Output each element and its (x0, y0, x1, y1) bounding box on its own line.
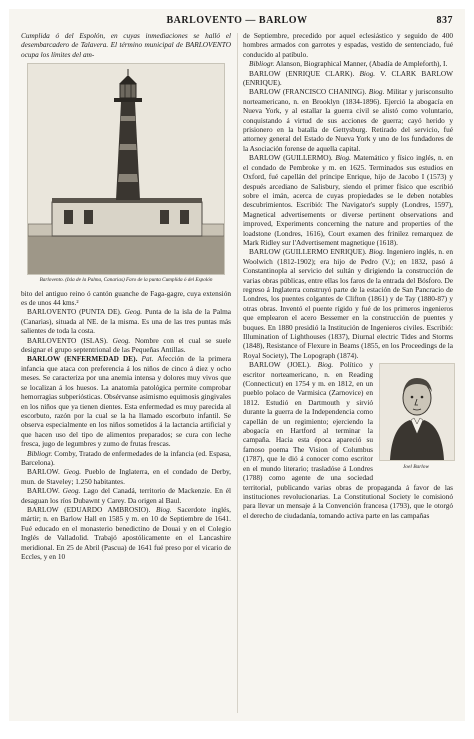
paragraph: bito del antiguo reino ó cantón guanche de Faga-gagre, cuya extensión es de unos 44 kms.² (21, 288, 231, 308)
entry-tag: Biog. (359, 68, 376, 78)
entry-tag: Geog. (62, 486, 81, 496)
entry-text: Sacerdote inglés, mártir; n. en Barlow Hall en 1585 y m. en 10 de Septiembre de 1641. Fué educado en el monasterio benedictino de Douai y en el Colegio Inglés de Valladolid. Trabajó apostólicamente en el Lancashire meridional. En 25 de Abril (Pascua) de 1641 fué preso por el vicario de Eccles, y en 10 (21, 504, 231, 561)
entry-tag: Geog. (112, 335, 131, 345)
entry-text: Comby, Tratado de enfermedades de la infancia (ed. Espasa, Barcelona). (21, 448, 231, 467)
entry-text: Afección de la primera infancia que ataca con preferencia á los niños de cinco á diez y ocho meses. Se caracteriza por una anemia intensa y dolores muy vivos que se localizan á los huesos. La anatomía patológica permite comprobar hemorragias subperiósticas. Obsérvanse asimismo equimosis gingivales en los niños que ya tienen dientes. Esta enfermedad es muy parecida al escorbuto, razón por la cual se la ha llamado escorbuto infantil. Se observa especialmente en los niños sometidos á la lactancia artificial y que hacen uso del tipo de alimentos preparados; se cura con leche fresca, jugo de legumbres y zumo de frutas frescas. (21, 354, 231, 449)
entry-bibliography (243, 59, 453, 68)
entry-heading: BARLOW (EDUARDO AMBROSIO). (27, 504, 151, 514)
entry-text: Nombre con el cual se suele designar el grupo septentrional de las Pequeñas Antillas. (21, 335, 231, 355)
entry-heading: BARLOW (FRANCISCO CHANING). (249, 87, 367, 97)
entry-tag: Pat. (141, 354, 154, 364)
entry-bibliography (21, 449, 231, 468)
portrait-figure (379, 363, 453, 472)
entry-barlow-guillermo (243, 153, 453, 247)
entry-heading: BARLOW. (27, 486, 60, 496)
entry-heading: BARLOW (GUILLERMO ENRIQUE). (249, 247, 367, 257)
page-header (21, 15, 453, 29)
entry-barlovento-punta (21, 307, 231, 335)
entry-barlow-guillermo-enrique (243, 247, 453, 360)
entry-barlow-enrique-clark (243, 69, 453, 88)
entry-text: Ingeniero inglés, n. en Woolwich (1812-1902); era hijo de Pedro (V.); en 1832, pasó á Constantinopla al servicio del sultán y dirigiendo la construcción de varias obras públicas, entre ellas los faros de la entrada del Bósforo. De regreso á Inglaterra construyó parte de la estación de San Pancracio de Londres, los puentes colgantes de Clifton (1861) y de Tay (1880-87) y otras obras. Inventó el puente rígido y fué de los primeros ingenieros que emplearon el acero Bessemer en la construcción de puentes y buques. En 1880 presidió la Institución de Ingenieros civiles. Escribió: Illumination of Lighthouses (1837), Diurnal electric Tides and Storms (1848), Resistance of Flexure in Beams (1855, en los Proceedings de la Royal Society), The Lopograph (1874). (243, 247, 454, 360)
entry-text: Matemático y físico inglés, n. en el condado de Pembroke y m. en 1625. Terminados sus estudios en Oxford, fué capellán del príncipe Enrique, hijo de Jacobo I (1573) y después arcediano de Salisbury, siendo el primer físico que escribió sobre el imán, acerca de cuyas propiedades se le deben notables descubrimientos. Escribió: The Navigator's supply (Londres, 1597), Magnetical advertisements or diverse pertinent observations and improved, Experiments concerning the nature and properties of the loadstone (Londres, 1616), Court examen des frinilez remarquez de Mark Ridley sur l'Advertisement magnetique (1618). (243, 153, 453, 247)
portrait-engraving (380, 364, 454, 460)
entry-barlow-derby (21, 467, 231, 486)
right-column (243, 31, 453, 520)
entry-heading: BARLOVENTO (PUNTA DE). (27, 307, 122, 317)
entry-tag: Biog. (156, 504, 172, 514)
running-title: BARLOVENTO — BARLOW (166, 15, 308, 26)
left-column (21, 31, 231, 561)
entry-heading: BARLOW (ENFERMEDAD DE). (27, 354, 138, 364)
lighthouse-illustration (28, 64, 224, 274)
entry-tag: Biog. (317, 360, 334, 370)
entry-tag: Biog. (335, 153, 351, 163)
entry-heading: BARLOW (GUILLERMO). (249, 153, 333, 163)
entry-barlow-lago (21, 486, 231, 505)
paragraph: de Septiembre, precedido por aquel eclesiástico y seguido de 400 hombres armados con garrotes y espadas, vestido de sentenciado, fué conducido al patíbulo. (243, 31, 453, 59)
entry-barlovento-islas (21, 336, 231, 355)
page-number: 837 (436, 15, 453, 26)
joel-barlow-portrait (379, 363, 455, 461)
entry-tag: Geog. (124, 307, 143, 317)
entry-tag: Biog. (368, 247, 385, 257)
entry-text: Pueblo de Inglaterra, en el condado de Derby, mun. de Staveley; 1.250 habitantes. (21, 467, 231, 486)
entry-barlow-enfermedad (21, 354, 231, 448)
entry-barlow-francisco (243, 87, 453, 153)
document-page (9, 9, 465, 721)
entry-tag: Biog. (368, 87, 385, 97)
column-divider (237, 33, 238, 713)
lighthouse-photo (27, 63, 225, 275)
paragraph: Cumplida ó del Espolón, en cuyas inmediaciones se halló el desembarcadero de Talavera. El término municipal de BARLOVENTO ocupa los límites del am- (21, 31, 231, 59)
entry-heading: BARLOVENTO (ISLAS). (27, 335, 108, 345)
entry-heading: Bibliogr. (27, 448, 53, 458)
entry-text: Militar y jurisconsulto norteamericano, n. en Brooklyn (1834-1896). Ejerció la abogacía en Nueva York, y al estallar la guerra civil se alistó como voluntario, conquistando á virtud de sus acciones de guerra; cayó herido y prisionero en la batalla de Gettysburg. Retirado del servicio, fué attorney general del Estado de Nueva York y uno de los fundadores de la Asociación forense de aquella capital. (243, 87, 454, 153)
entry-heading: BARLOW. (27, 467, 60, 477)
entry-text: V. CLARK BARLOW (ENRIQUE). (243, 68, 453, 88)
entry-heading: Bibliogr. (249, 59, 275, 69)
entry-heading: BARLOW (JOEL). (249, 360, 311, 370)
portrait-caption: Joel Barlow (402, 464, 430, 471)
figure-caption: Barlovento. (Isla de la Palma, Canarias) Faro de la punta Cumplida ó del Espolón (39, 277, 213, 284)
entry-barlow-eduardo (21, 505, 231, 561)
entry-text: Punta de la isla de la Palma (Canarias), situada al NE. de la misma. Es una de las tres puntas más salientes de toda la costa. (21, 307, 232, 336)
entry-text: Lago del Canadá, territorio de Mackenzie. En él desaguan los ríos Dubawnt y Carey. Da origen al Baul. (21, 486, 232, 505)
entry-tag: Geog. (63, 467, 82, 477)
entry-heading: BARLOW (ENRIQUE CLARK). (249, 68, 355, 78)
entry-text: Político y escritor norteamericano, n. en Reading (Connecticut) en 1754 y m. en 1812, en un pueblo polaco de Varmisica (Zarnovice) en 1812. Estudió en Dartmouth y sirvió durante la guerra de la Independencia como capellán de un regimiento; ejerciendo la abogacía en Hartford al terminar la campaña. Hacia esta época apareció su famoso poema The Vision of Columbus (1787), que le dió á conocer como escritor en el mundo literario; trasladóse á Londres (1788) como agente de una sociedad territorial, publicando varias obras de propaganda á favor de las instituciones revolucionarias. La Constitutional Society le comisionó para llevar un mensaje á la Convención francesa (1793), que le otorgó el derecho de ciudadanía, tomando activa parte en las campañas (243, 360, 453, 520)
entry-text: Alanson, Biographical Manner, (Abadía de Ampleforth), I. (275, 59, 448, 69)
